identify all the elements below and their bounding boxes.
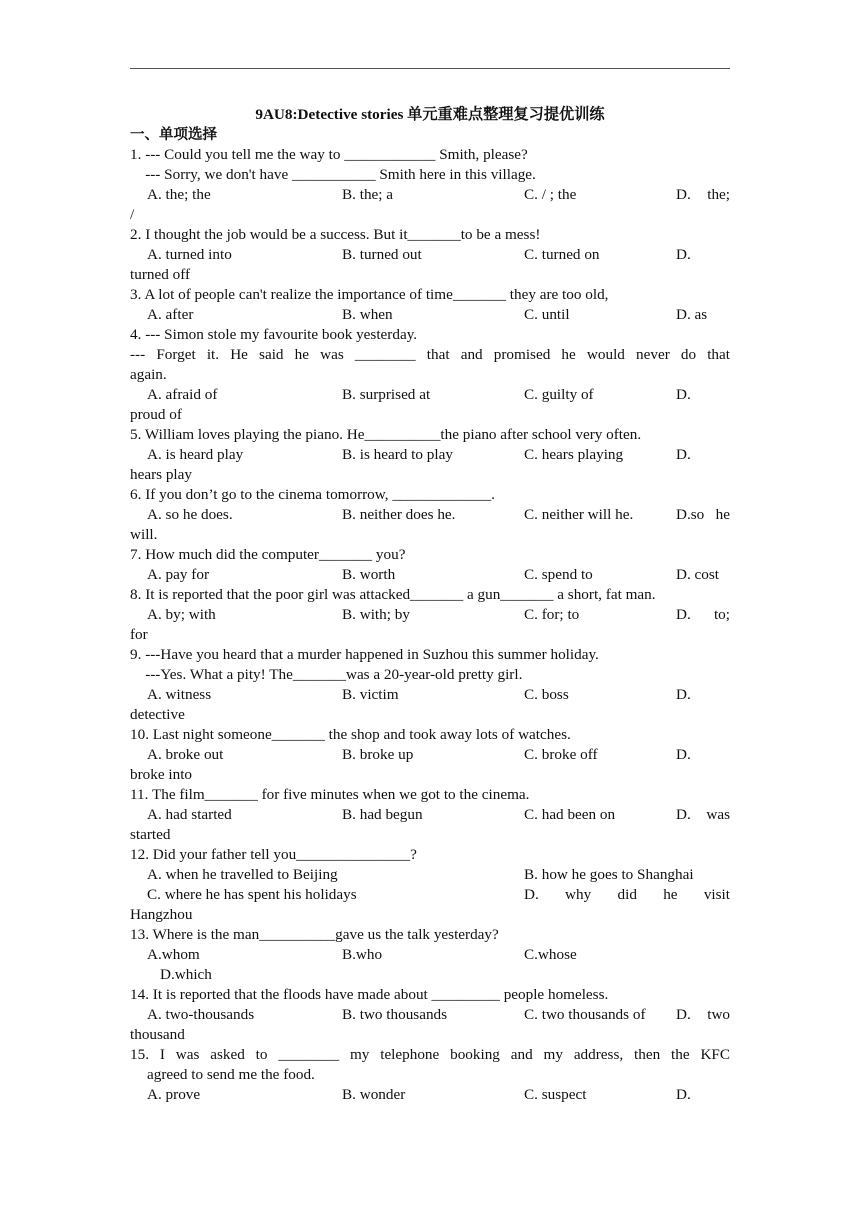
option-row [130,805,730,825]
option-a: A. broke out [147,746,224,763]
question-stem-cont: --- Sorry, we don't have ___________ Smith here in this village. [130,166,536,183]
option-a: A. afraid of [147,386,218,403]
option-c: C. where he has spent his holidays [147,886,357,903]
question-stem-cont: again. [130,366,167,383]
page-title: 9AU8:Detective stories 单元重难点整理复习提优训练 [255,106,605,123]
option-row [130,745,730,765]
option-d: D.so he [676,506,730,523]
option-row [130,305,730,325]
question-stem: 13. Where is the man__________gave us the talk yesterday? [130,926,499,943]
option-a: A. when he travelled to Beijing [147,866,338,883]
question-stem: 15. I was asked to ________ my telephone booking and my address, then the KFC [130,1046,730,1063]
option-c: C. had been on [524,806,616,823]
option-b: B. the; a [342,186,394,203]
question-stem-cont: ---Yes. What a pity! The_______was a 20-year-old pretty girl. [130,666,523,683]
question-10 [130,725,730,785]
option-wrap: proud of [130,406,182,423]
option-row [130,945,730,965]
option-c: C. until [524,306,570,323]
option-a: A. prove [147,1086,201,1103]
question-4 [130,325,730,425]
option-c: C. spend to [524,566,593,583]
option-b: B. two thousands [342,1006,448,1023]
option-b: B. with; by [342,606,410,623]
option-row [130,385,730,405]
option-b: B. broke up [342,746,414,763]
option-c: C. hears playing [524,446,624,463]
question-12 [130,845,730,925]
option-row [130,445,730,465]
option-a: A. two-thousands [147,1006,255,1023]
option-wrap: detective [130,706,185,723]
option-c: C. turned on [524,246,600,263]
option-b: B. neither does he. [342,506,456,523]
option-c: C. guilty of [524,386,594,403]
question-8 [130,585,730,645]
option-d: D. as [676,306,708,323]
option-wrap: turned off [130,266,191,283]
option-c: C. two thousands of [524,1006,646,1023]
option-b: B. wonder [342,1086,406,1103]
option-row [130,865,730,885]
option-wrap: started [130,826,171,843]
option-a: A. the; the [147,186,211,203]
option-row [130,245,730,265]
option-wrap: / [130,206,135,223]
option-wrap: Hangzhou [130,906,193,923]
question-14 [130,985,730,1045]
question-2 [130,225,730,285]
option-d: D. [676,686,691,703]
option-wrap: for [130,626,148,643]
option-a: A. is heard play [147,446,244,463]
option-d: D. why did he visit [524,886,730,903]
option-wrap: hears play [130,466,192,483]
option-c: C. suspect [524,1086,587,1103]
option-c: C. for; to [524,606,580,623]
option-c: C.whose [524,946,577,963]
question-7 [130,545,730,585]
question-stem: 8. It is reported that the poor girl was attacked_______ a gun_______ a short, fat man. [130,586,656,603]
option-row [130,605,730,625]
option-d: D. two [676,1006,730,1023]
option-b: B. had begun [342,806,423,823]
option-d: D. [676,446,691,463]
question-15 [130,1045,730,1105]
option-b: B. when [342,306,393,323]
question-stem-cont: agreed to send me the food. [147,1066,315,1083]
question-stem: 5. William loves playing the piano. He__________the piano after school very often. [130,426,642,443]
option-d: D. [676,746,691,763]
option-wrap: broke into [130,766,193,783]
question-5 [130,425,730,485]
question-stem: 3. A lot of people can't realize the importance of time_______ they are too old, [130,286,609,303]
question-3 [130,285,730,325]
question-11 [130,785,730,845]
option-row [130,185,730,205]
option-row [130,1085,730,1105]
question-stem: 12. Did your father tell you_______________? [130,846,417,863]
option-row [130,885,730,905]
question-stem: 9. ---Have you heard that a murder happened in Suzhou this summer holiday. [130,646,599,663]
option-b: B. how he goes to Shanghai [524,866,694,883]
question-stem: 6. If you don’t go to the cinema tomorrow, _____________. [130,486,495,503]
option-c: C. boss [524,686,569,703]
section-heading: 一、单项选择 [130,127,217,143]
question-stem: 2. I thought the job would be a success. But it_______to be a mess! [130,226,541,243]
option-d: D. [676,386,691,403]
option-c: C. / ; the [524,186,577,203]
question-stem: 14. It is reported that the floods have made about _________ people homeless. [130,986,609,1003]
document-body [130,105,730,1105]
option-b: B.who [342,946,383,963]
option-row [130,685,730,705]
option-d: D. was [676,806,730,823]
question-13 [130,925,730,985]
question-stem: 10. Last night someone_______ the shop and took away lots of watches. [130,726,571,743]
option-d: D.which [160,966,212,983]
option-a: A. pay for [147,566,209,583]
option-a: A. turned into [147,246,232,263]
option-d: D. the; [676,186,730,203]
option-c: C. neither will he. [524,506,634,523]
question-stem: 4. --- Simon stole my favourite book yesterday. [130,326,418,343]
question-stem: 1. --- Could you tell me the way to ____________ Smith, please? [130,146,528,163]
option-a: A. after [147,306,194,323]
option-row [130,1005,730,1025]
option-wrap: will. [130,526,158,543]
option-b: B. victim [342,686,399,703]
option-b: B. turned out [342,246,422,263]
option-b: B. is heard to play [342,446,453,463]
option-d: D. cost [676,566,720,583]
option-b: B. worth [342,566,396,583]
question-stem: 11. The film_______ for five minutes when we got to the cinema. [130,786,530,803]
option-a: A. so he does. [147,506,233,523]
question-9 [130,645,730,725]
option-a: A. had started [147,806,232,823]
option-row [130,505,730,525]
option-d: D. [676,246,691,263]
question-stem-cont: --- Forget it. He said he was ________ that and promised he would never do that [130,346,730,363]
option-a: A. witness [147,686,212,703]
option-d: D. [676,1086,691,1103]
option-a: A.whom [147,946,200,963]
option-a: A. by; with [147,606,216,623]
question-6 [130,485,730,545]
option-c: C. broke off [524,746,598,763]
option-row [130,565,730,585]
question-1 [130,145,730,225]
option-b: B. surprised at [342,386,431,403]
question-list [130,145,730,845]
question-stem: 7. How much did the computer_______ you? [130,546,406,563]
option-wrap: thousand [130,1026,185,1043]
option-d: D. to; [676,606,730,623]
header-rule [130,68,730,69]
